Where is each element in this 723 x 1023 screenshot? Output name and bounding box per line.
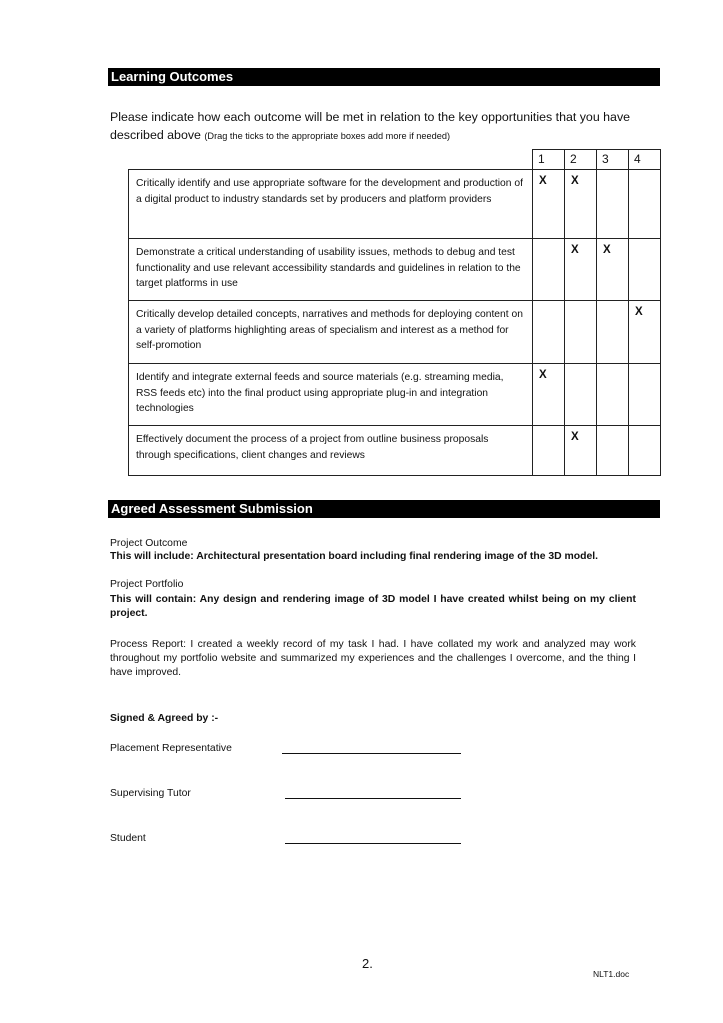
placement-representative-label: Placement Representative [110,743,232,754]
outcome-description: Critically identify and use appropriate software for the development and production of a digital product to industry standards set by producers and platform providers [129,170,533,239]
table-row [129,426,661,476]
tutor-signature-line[interactable] [285,798,461,799]
outcome-mark-cell[interactable]: X [565,239,597,301]
outcome-mark-cell[interactable]: X [629,301,661,364]
outcome-mark-cell[interactable]: X [597,239,629,301]
learning-outcomes-header [108,68,660,86]
outcome-mark-cell[interactable] [533,239,565,301]
signed-agreed-heading: Signed & Agreed by :- [110,713,219,724]
table-row [129,239,661,301]
project-outcome-label: Project Outcome [110,538,188,549]
learning-outcomes-intro [110,108,670,145]
outcome-mark-cell[interactable] [533,301,565,364]
outcome-description: Critically develop detailed concepts, narratives and methods for deploying content on a variety of platforms highlighting areas of specialism and interest as a method for self-promotion [129,301,533,364]
column-header-3: 3 [597,150,629,170]
outcome-description: Identify and integrate external feeds and source materials (e.g. streaming media, RSS feeds etc) into the final product using appropriate plug-in and integration technologies [129,364,533,426]
outcomes-header-row [129,150,661,170]
outcome-mark-cell[interactable] [597,364,629,426]
outcomes-table [128,149,661,476]
table-row [129,364,661,426]
outcome-description: Demonstrate a critical understanding of usability issues, methods to debug and test functionality and use relevant accessibility standards and guidelines in relation to the target platforms in use [129,239,533,301]
student-signature-line[interactable] [285,843,461,844]
outcome-mark-cell[interactable] [533,426,565,476]
header-blank-cell [129,150,533,170]
process-report-text: Process Report: I created a weekly record of my task I had. I have collated my work and analyzed may work throughout my portfolio website and summarized my experiences and the challenges I overcome, and the thing I have improved. [110,639,636,678]
intro-note-text: (Drag the ticks to the appropriate boxes add more if needed) [204,131,451,141]
page-number: 2. [362,956,373,971]
supervising-tutor-label: Supervising Tutor [110,788,191,799]
outcome-mark-cell[interactable] [629,364,661,426]
learning-outcomes-title: Learning Outcomes [111,69,234,84]
placement-signature-line[interactable] [282,753,461,754]
outcome-mark-cell[interactable] [629,426,661,476]
outcome-mark-cell[interactable]: X [565,426,597,476]
outcome-mark-cell[interactable]: X [533,364,565,426]
outcome-mark-cell[interactable] [597,170,629,239]
table-row [129,170,661,239]
project-portfolio-label: Project Portfolio [110,579,184,590]
outcome-mark-cell[interactable] [629,239,661,301]
document-filename: NLT1.doc [593,969,630,979]
outcome-mark-cell[interactable] [565,364,597,426]
column-header-1: 1 [533,150,565,170]
outcome-mark-cell[interactable] [597,426,629,476]
outcome-mark-cell[interactable] [597,301,629,364]
outcome-mark-cell[interactable] [565,301,597,364]
outcome-mark-cell[interactable] [629,170,661,239]
column-header-4: 4 [629,150,661,170]
table-row [129,301,661,364]
assessment-header [108,500,660,518]
column-header-2: 2 [565,150,597,170]
assessment-title: Agreed Assessment Submission [111,501,313,516]
project-outcome-text: This will include: Architectural presentation board including final rendering image of the 3D model. [110,551,599,562]
intro-main-text: Please indicate how each outcome will be met in relation to the key opportunities that you have described above [110,110,631,142]
project-portfolio-text: This will contain: Any design and rendering image of 3D model I have created whilst being on my client project. [110,594,636,619]
outcome-mark-cell[interactable]: X [565,170,597,239]
outcome-description: Effectively document the process of a project from outline business proposals through specifications, client changes and reviews [129,426,533,476]
student-label: Student [110,833,146,844]
outcome-mark-cell[interactable]: X [533,170,565,239]
